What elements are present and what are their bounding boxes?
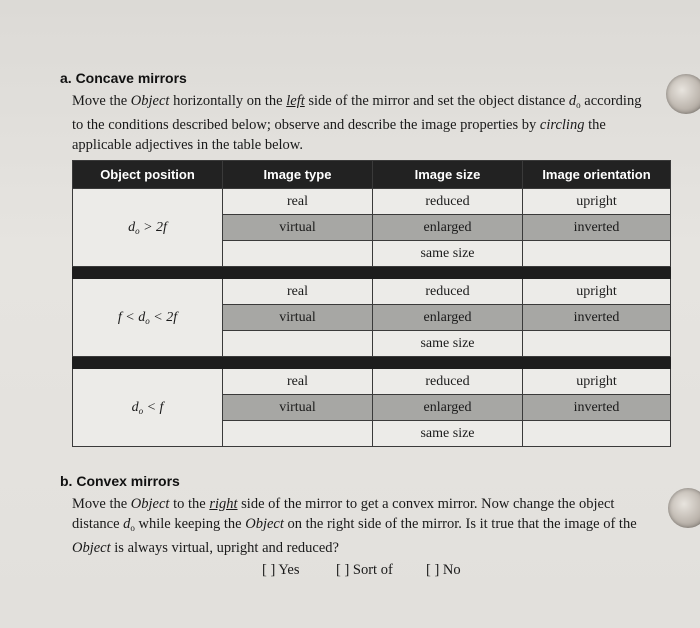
image-type-cell [223, 331, 373, 357]
image-size-cell[interactable]: reduced [373, 279, 523, 305]
text-run: horizontally on the [169, 93, 287, 109]
image-orientation-cell[interactable]: inverted [523, 215, 671, 241]
image-size-cell[interactable]: same size [373, 331, 523, 357]
text-run: while keeping the [134, 516, 246, 532]
object-position-cell [73, 279, 223, 357]
image-orientation-cell[interactable]: upright [523, 279, 671, 305]
image-type-cell[interactable]: virtual [223, 395, 373, 421]
header-image-size: Image size [373, 161, 523, 189]
image-type-cell[interactable]: real [223, 189, 373, 215]
table-row [73, 369, 671, 395]
text-line [72, 494, 637, 514]
text-line [72, 91, 641, 115]
text-line [72, 135, 641, 155]
section-a-instructions [72, 91, 641, 155]
punch-hole-icon [666, 74, 700, 114]
image-orientation-cell[interactable]: upright [523, 189, 671, 215]
text-run: d [123, 516, 131, 532]
text-run: o [130, 523, 135, 533]
group-separator [73, 267, 671, 279]
section-b-question [72, 494, 637, 558]
text-run: Object [130, 496, 170, 512]
text-line [72, 115, 641, 135]
image-size-cell[interactable]: same size [373, 241, 523, 267]
image-type-cell[interactable]: real [223, 369, 373, 395]
text-run: to the [169, 496, 210, 512]
text-run: to the conditions described below; observe and describe the image properties by [72, 117, 540, 133]
text-run: d [128, 219, 136, 235]
separator-bar [73, 267, 671, 279]
table-header-row [73, 161, 671, 189]
image-orientation-cell [523, 331, 671, 357]
text-run: Object [72, 540, 111, 556]
section-a-title: a. Concave mirrors [60, 70, 187, 86]
text-run: < [143, 399, 160, 415]
text-run: circling [539, 117, 585, 133]
table-row [73, 189, 671, 215]
text-run: f [159, 399, 164, 415]
image-size-cell[interactable]: reduced [373, 189, 523, 215]
choice-sort-of[interactable]: [ ] Sort of [336, 562, 393, 578]
image-orientation-cell [523, 241, 671, 267]
text-run: applicable adjectives in the table below. [72, 137, 303, 153]
text-run: f [117, 309, 122, 325]
text-run: Object [130, 93, 170, 109]
concave-mirror-table [72, 160, 671, 447]
image-type-cell [223, 421, 373, 447]
image-size-cell[interactable]: reduced [373, 369, 523, 395]
text-run: Object [245, 516, 284, 532]
image-type-cell[interactable]: virtual [223, 305, 373, 331]
object-position-cell [73, 369, 223, 447]
text-run: f [163, 219, 167, 235]
image-size-cell[interactable]: enlarged [373, 395, 523, 421]
text-run: Move the [72, 93, 131, 109]
image-orientation-cell[interactable]: inverted [523, 395, 671, 421]
text-run: d [138, 309, 146, 325]
separator-bar [73, 357, 671, 369]
text-line [72, 514, 637, 538]
header-image-orientation: Image orientation [523, 161, 671, 189]
text-run: d [568, 93, 577, 109]
text-run: < 2 [149, 309, 174, 325]
text-run: right [209, 496, 238, 512]
text-run: according [580, 93, 642, 109]
image-orientation-cell[interactable]: upright [523, 369, 671, 395]
text-run: Move the [72, 496, 131, 512]
text-run: o [138, 405, 144, 416]
text-run: side of the mirror and set the object distance [304, 93, 569, 109]
text-run: o [135, 225, 140, 236]
text-run: o [576, 100, 581, 110]
choice-no[interactable]: [ ] No [426, 562, 461, 578]
object-position-cell [73, 189, 223, 267]
image-type-cell[interactable]: virtual [223, 215, 373, 241]
image-type-cell [223, 241, 373, 267]
text-run: distance [72, 516, 124, 532]
image-orientation-cell[interactable]: inverted [523, 305, 671, 331]
header-object-position: Object position [73, 161, 223, 189]
text-run: > 2 [139, 219, 164, 235]
image-type-cell[interactable]: real [223, 279, 373, 305]
text-run: < [121, 309, 139, 325]
text-run: o [145, 315, 150, 326]
group-separator [73, 357, 671, 369]
text-run: the [584, 117, 606, 133]
text-run: on the right side of the mirror. Is it true that the image of the [283, 516, 637, 532]
text-run: d [131, 399, 139, 415]
text-run: is always virtual, upright and reduced? [110, 540, 339, 556]
choice-yes[interactable]: [ ] Yes [262, 562, 300, 578]
section-b-title: b. Convex mirrors [60, 473, 180, 489]
text-line [72, 538, 637, 558]
text-run: left [286, 93, 305, 109]
text-run: f [173, 309, 178, 325]
image-orientation-cell [523, 421, 671, 447]
header-image-type: Image type [223, 161, 373, 189]
table-row [73, 279, 671, 305]
image-size-cell[interactable]: enlarged [373, 305, 523, 331]
text-run: side of the mirror to get a convex mirror. Now change the object [237, 496, 615, 512]
punch-hole-icon [668, 488, 700, 528]
image-size-cell[interactable]: same size [373, 421, 523, 447]
image-size-cell[interactable]: enlarged [373, 215, 523, 241]
